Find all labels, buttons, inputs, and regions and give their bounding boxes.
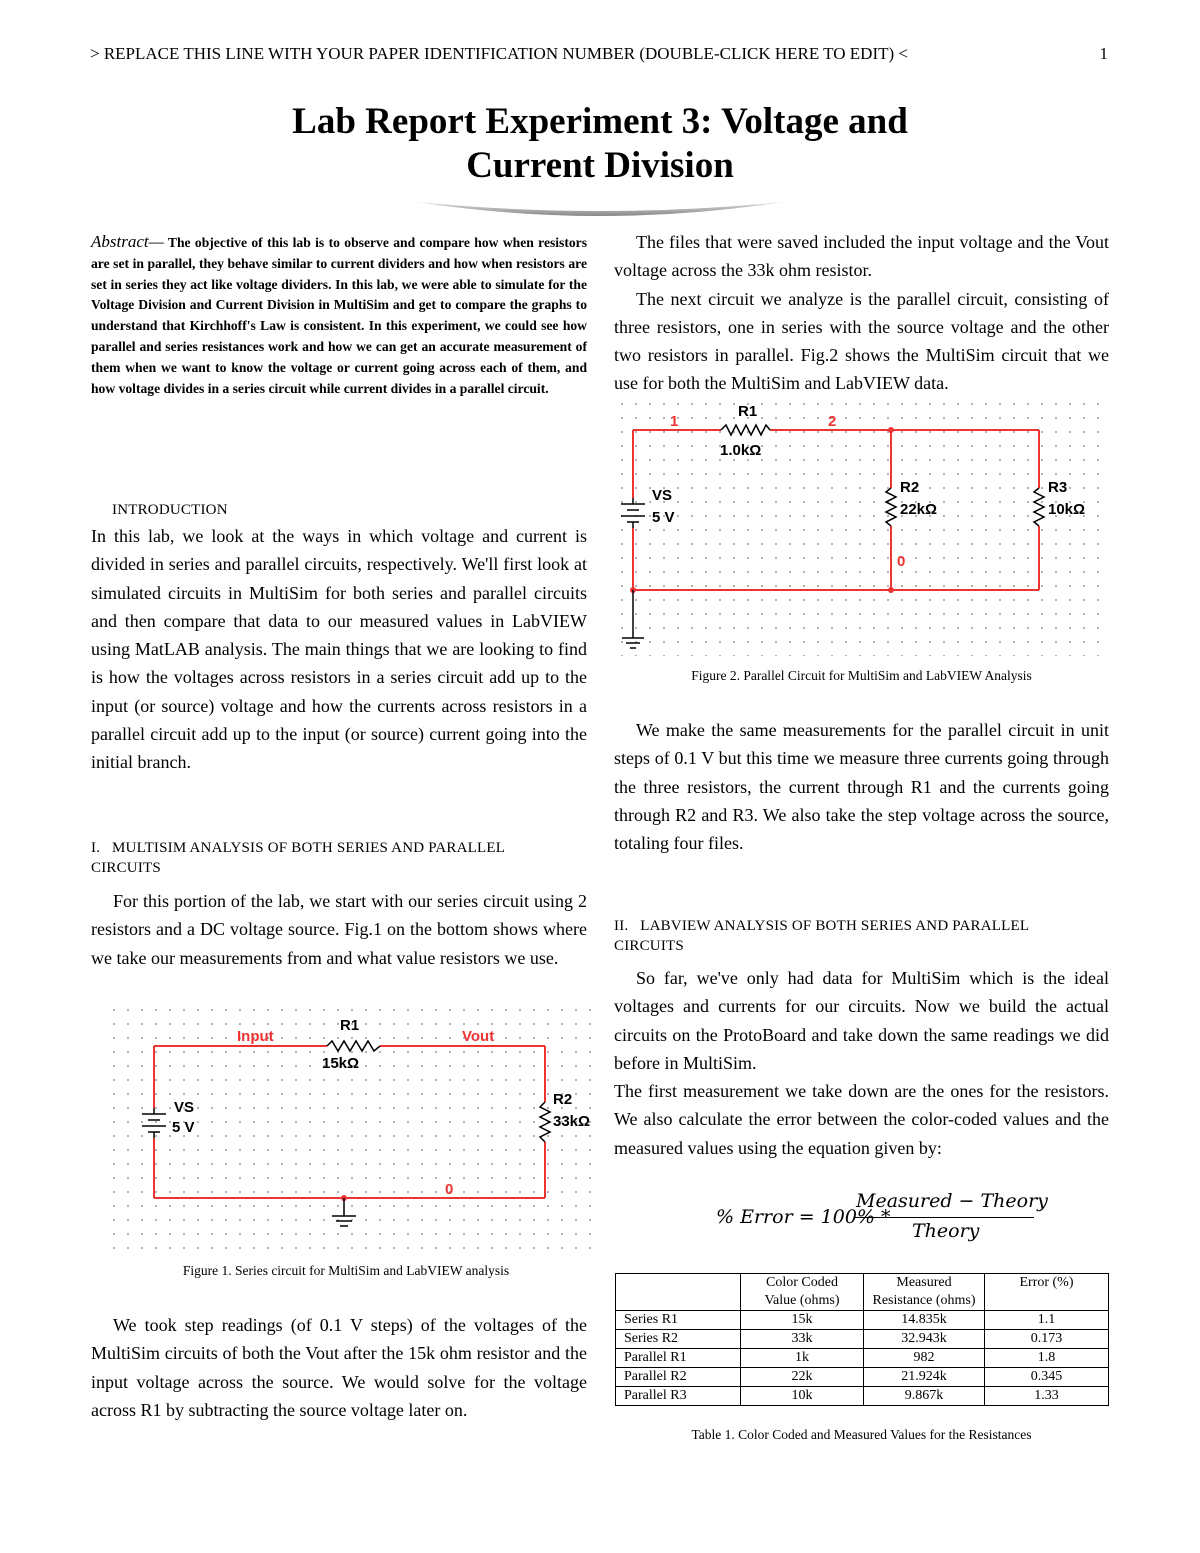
table-cell: 21.924k: [864, 1368, 985, 1387]
fig1-node0-label: 0: [445, 1181, 454, 1198]
table-cell: 982: [864, 1349, 985, 1368]
fig2-r2-value: 22kΩ: [900, 501, 938, 518]
col2-top-text: [614, 228, 1109, 398]
abstract-label: Abstract: [91, 232, 149, 251]
table-cell: 1.33: [985, 1387, 1109, 1406]
col2-middle-text: [614, 716, 1109, 857]
running-header: [90, 44, 1120, 64]
section-1-title-line1: MULTISIM ANALYSIS OF BOTH SERIES AND PARALLEL: [112, 840, 506, 856]
table-cell: 0.173: [985, 1330, 1109, 1349]
fig2-node1-label: 1: [670, 413, 679, 430]
section-1-title-line2: CIRCUITS: [91, 860, 161, 876]
section-1-intro: [91, 887, 587, 972]
section-2-paragraph-2: The first measurement we take down are the ones for the resistors. We also calculate the error between the color-coded values and the measured values using the equation given by:: [614, 1081, 1109, 1158]
table-header-cell: Measured Resistance (ohms): [864, 1274, 985, 1311]
table-row: [616, 1368, 1109, 1387]
table-cell: 1.1: [985, 1311, 1109, 1330]
fig1-vs-value: 5 V: [172, 1119, 195, 1136]
col2-paragraph-1: The files that were saved included the input voltage and the Vout voltage across the 33k ohm resistor.: [614, 232, 1109, 281]
intro-paragraph: In this lab, we look at the ways in which voltage and current is divided in series and parallel circuits, respectively. We'll first look at simulated circuits in MultiSim for both series and parallel circuits and then compare that data to our measured values in LabVIEW using MatLAB analysis. The main things that we are looking to find is how the voltages across resistors in a series circuit add up to the input (or source) voltage and how the currents across resistors in a parallel circuit add up to the input (or source) current going into the initial branch.: [91, 526, 587, 773]
figure-2-caption: Figure 2. Parallel Circuit for MultiSim and LabVIEW Analysis: [691, 668, 1032, 683]
abstract-dash: —: [148, 232, 164, 251]
fig2-r1-label: R1: [738, 403, 758, 420]
table-cell: 14.835k: [864, 1311, 985, 1330]
table-row: [616, 1387, 1109, 1406]
title-line-1: Lab Report Experiment 3: Voltage and: [292, 101, 908, 142]
fig1-r2-label: R2: [553, 1091, 573, 1108]
table-cell: Series R2: [616, 1330, 741, 1349]
fig1-vout-label: Vout: [462, 1028, 495, 1045]
section-1-paragraph-1: For this portion of the lab, we start with our series circuit using 2 resistors and a DC voltage source. Fig.1 on the bottom shows where we take our measurements from and what value resistors we use.: [91, 891, 587, 968]
equation-lhs: % Error = 100% *: [716, 1206, 891, 1228]
table-row: [616, 1311, 1109, 1330]
table-header-row: [616, 1274, 1109, 1311]
table-header-cell: Error (%): [985, 1274, 1109, 1311]
figure-1-series-circuit: [112, 1008, 602, 1253]
resistance-table: [615, 1273, 1109, 1406]
table-cell: Parallel R2: [616, 1368, 741, 1387]
fig1-r1-label: R1: [340, 1017, 360, 1034]
equation-fraction-bar: [854, 1217, 1034, 1218]
section-2-number: II.: [614, 918, 629, 934]
section-2-paragraph-1: So far, we've only had data for MultiSim which is the ideal voltages and currents for our circuits. Now we build the actual circuits on the ProtoBoard and take down the same readings we did before in MultiSim.: [614, 968, 1109, 1073]
abstract-text: The objective of this lab is to observe and compare how when resistors are set in parallel, they behave similar to current dividers and how when resistors are set in series they act like voltage dividers. In this lab, we were able to simulate for the Voltage Division and Current Division in MultiSim and get to compare the graphs to understand that Kirchhoff's Law is consistent. In this experiment, we could see how parallel and series resistances work and how we can get an accurate measurement of them when we want to know the voltage or current going across each of them, and how voltage divides in a series circuit while current divides in a parallel circuit.: [91, 235, 587, 396]
table-header-cell: Color Coded Value (ohms): [741, 1274, 864, 1311]
figure-1-caption: Figure 1. Series circuit for MultiSim and LabVIEW analysis: [182, 1263, 510, 1278]
table-cell: Series R1: [616, 1311, 741, 1330]
table-cell: 1.8: [985, 1349, 1109, 1368]
fig1-vs-label: VS: [174, 1099, 195, 1116]
section-2-heading: [614, 916, 1109, 956]
section-1-heading: [91, 838, 587, 878]
table-cell: 0.345: [985, 1368, 1109, 1387]
section-2-title-line1: LABVIEW ANALYSIS OF BOTH SERIES AND PARALLEL: [640, 918, 1030, 934]
table-cell: 9.867k: [864, 1387, 985, 1406]
fig2-r1-value: 1.0kΩ: [720, 442, 762, 459]
fig2-r3-value: 10kΩ: [1048, 501, 1086, 518]
table-1-caption: Table 1. Color Coded and Measured Values for the Resistances: [691, 1427, 1032, 1442]
fig1-input-label: Input: [237, 1028, 274, 1045]
fig2-node0-label: 0: [897, 553, 906, 570]
table-row: [616, 1330, 1109, 1349]
section-1-number: I.: [91, 840, 101, 856]
table-cell: 1k: [741, 1349, 864, 1368]
section-2-text: [614, 964, 1109, 1162]
fig2-vs-value: 5 V: [652, 509, 675, 526]
table-cell: 10k: [741, 1387, 864, 1406]
fig1-r2-value: 33kΩ: [553, 1113, 591, 1130]
figure-2-parallel-circuit: [618, 400, 1108, 656]
equation-numerator: Measured − Theory: [856, 1190, 1048, 1212]
table-row: [616, 1349, 1109, 1368]
table-cell: Parallel R3: [616, 1387, 741, 1406]
abstract: [91, 232, 587, 399]
title-line-2: Current Division: [466, 145, 734, 186]
table-cell: 15k: [741, 1311, 864, 1330]
fig2-r2-label: R2: [900, 479, 920, 496]
table-header-cell: [616, 1274, 741, 1311]
table-cell: 22k: [741, 1368, 864, 1387]
col2-paragraph-3: We make the same measurements for the parallel circuit in unit steps of 0.1 V but this time we measure three currents going through the three resistors, the current through R1 and the currents going through R2 and R3. We also take the step voltage across the source, totaling four files.: [614, 720, 1109, 854]
header-text: > REPLACE THIS LINE WITH YOUR PAPER IDENTIFICATION NUMBER (DOUBLE-CLICK HERE TO EDIT) <: [90, 44, 908, 63]
table-cell: 32.943k: [864, 1330, 985, 1349]
paper-title: [0, 100, 1200, 188]
col2-paragraph-2: The next circuit we analyze is the parallel circuit, consisting of three resistors, one in series with the source voltage and the other two resistors in parallel. Fig.2 shows the MultiSim circuit that we use for both the MultiSim and LabVIEW data.: [614, 288, 1109, 394]
fig2-node2-label: 2: [828, 413, 837, 430]
table-cell: 33k: [741, 1330, 864, 1349]
intro-heading: INTRODUCTION: [112, 502, 228, 518]
equation-denominator: Theory: [912, 1220, 980, 1242]
table-cell: Parallel R1: [616, 1349, 741, 1368]
title-swoosh-divider: [415, 196, 785, 222]
fig2-r3-label: R3: [1048, 479, 1068, 496]
section-1-paragraph-2: We took step readings (of 0.1 V steps) of the voltages of the MultiSim circuits of both the Vout after the 15k ohm resistor and the input voltage across the source. We would solve for the voltage across R1 by subtracting the source voltage later on.: [91, 1315, 587, 1420]
fig2-vs-label: VS: [652, 487, 673, 504]
fig1-r1-value: 15kΩ: [322, 1055, 360, 1072]
section-2-title-line2: CIRCUITS: [614, 938, 684, 954]
section-1-continued: [91, 1311, 587, 1424]
error-equation: [716, 1190, 1046, 1246]
page-number: 1: [1099, 44, 1108, 63]
intro-section: [91, 522, 587, 777]
